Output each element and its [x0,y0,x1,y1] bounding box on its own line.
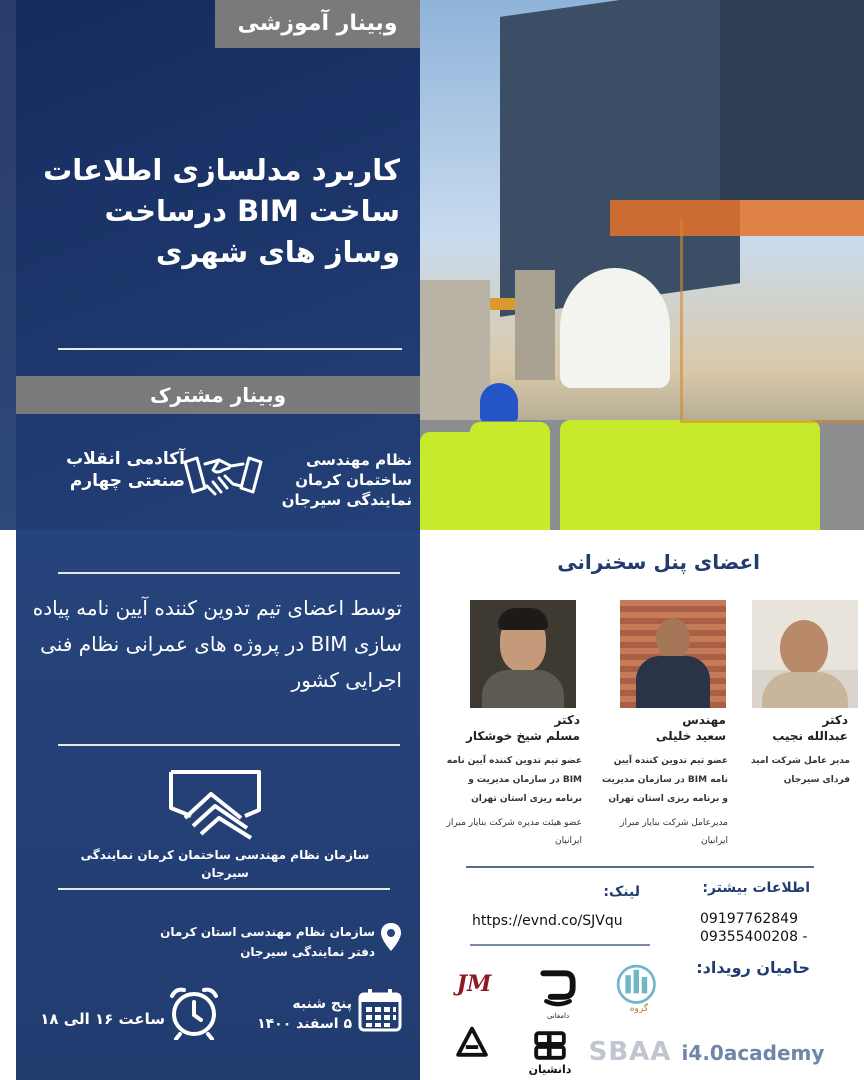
description: توسط اعضای تیم تدوین کننده آیین نامه پیاده سازی BIM در پروژه های عمرانی نظام فنی اجرایی کشور [32,596,402,692]
divider [58,348,402,350]
sponsor-a-mark [452,1024,492,1064]
alarm-clock-icon [168,984,220,1040]
sponsor-i40-text: i4.0academy [681,1041,825,1065]
speaker-2-role: مدیرعامل شرکت بنایار مبراز ایرانیان [620,818,728,846]
sponsor-jm-logo [442,962,506,1006]
sponsor-daneshyar-text: دانشیان [528,1063,572,1076]
sponsor-sbaa-logo [580,1032,680,1072]
speaker-1-photo [752,600,858,708]
sponsor-jm-text: JM [456,971,492,997]
sponsor-damghani-text: دامغانی [546,1012,570,1020]
speaker-3-photo [470,600,576,708]
speaker-2-heading [610,712,726,744]
event-link[interactable]: https://evnd.co/SJVqu [472,913,623,929]
speaker-3-heading [448,712,580,744]
sponsor-garden-logo [606,960,672,1014]
speaker-2-bio: عضو تیم تدوین کننده آیین نامه BIM در سازمان مدیریت و برنامه ریزی استان تهران [601,756,728,804]
divider [470,944,650,946]
divider [58,572,400,574]
location-text: سازمان نظام مهندسی استان کرمان دفتر نمایندگی سیرجان [160,925,375,959]
speaker-panel-heading: اعضای پنل سخنرانی [557,550,760,574]
webinar-type-tag: وبینار آموزشی [215,0,420,48]
phone-2[interactable]: 09355400208 - [700,929,808,945]
sponsor-a-text: A [469,1062,475,1070]
org-caption: سازمان نظام مهندسی ساختمان کرمان نمایندگی سیرجان [80,848,370,880]
partner-engineering-org: نظام مهندسی ساختمان کرمان نمایندگی سیرجان [281,451,412,509]
speaker-2-name: سعید خلیلی [655,729,726,743]
speaker-2-photo [620,600,726,708]
date-full: ۵ اسفند ۱۴۰۰ [257,1016,352,1032]
time-text: ساعت ۱۶ الی ۱۸ [40,1010,165,1028]
speaker-3-role: عضو هیئت مدیره شرکت بنایار مبراز ایرانیان [446,818,582,846]
speaker-1-name: عبدالله نجیب [772,729,848,743]
construction-photo [420,0,864,530]
divider [58,888,390,890]
engineering-org-logo [165,768,265,840]
speaker-3-prefix: دکتر [554,713,580,727]
date-day: پنج شنبه [292,996,352,1012]
handshake-icon [183,448,263,504]
divider [466,866,814,868]
sponsor-a-logo [448,1018,496,1070]
more-info-label: اطلاعات بیشتر: [702,880,810,896]
sponsor-garden-text: گروه [629,1004,649,1014]
sponsor-damghani-mark [536,966,580,1010]
sponsor-sbaa-text: SBAA [588,1037,672,1067]
sponsor-daneshyar-logo [524,1018,576,1076]
sponsor-i40-logo [681,1036,825,1070]
phone-1[interactable]: 09197762849 [700,911,798,927]
link-label: لینک: [603,884,640,900]
poster-title: کاربرد مدلسازی اطلاعات ساخت BIM درساخت وساز های شهری [43,153,400,269]
speaker-1-bio: مدیر عامل شرکت امید فردای سیرجان [750,756,850,785]
divider [58,744,400,746]
speaker-1-heading [730,712,848,744]
sponsor-damghani-logo [528,958,588,1018]
speaker-2-prefix: مهندس [682,713,726,727]
calendar-icon [358,988,402,1032]
sponsors-label: حامیان رویداد: [696,958,810,977]
partner-academy: آکادمی انقلاب صنعتی چهارم [66,449,185,491]
speaker-3-bio: عضو تیم تدوین کننده آیین نامه BIM در سازمان مدیریت و برنامه ریزی استان تهران [446,756,582,804]
date-text [252,994,352,1034]
sponsor-daneshyar-mark [530,1029,570,1065]
speaker-1-prefix: دکتر [822,713,848,727]
location-pin-icon [380,922,402,952]
speaker-3-name: مسلم شیخ خوشکار [465,729,580,743]
joint-webinar-tag: وبینار مشترک [16,376,420,414]
